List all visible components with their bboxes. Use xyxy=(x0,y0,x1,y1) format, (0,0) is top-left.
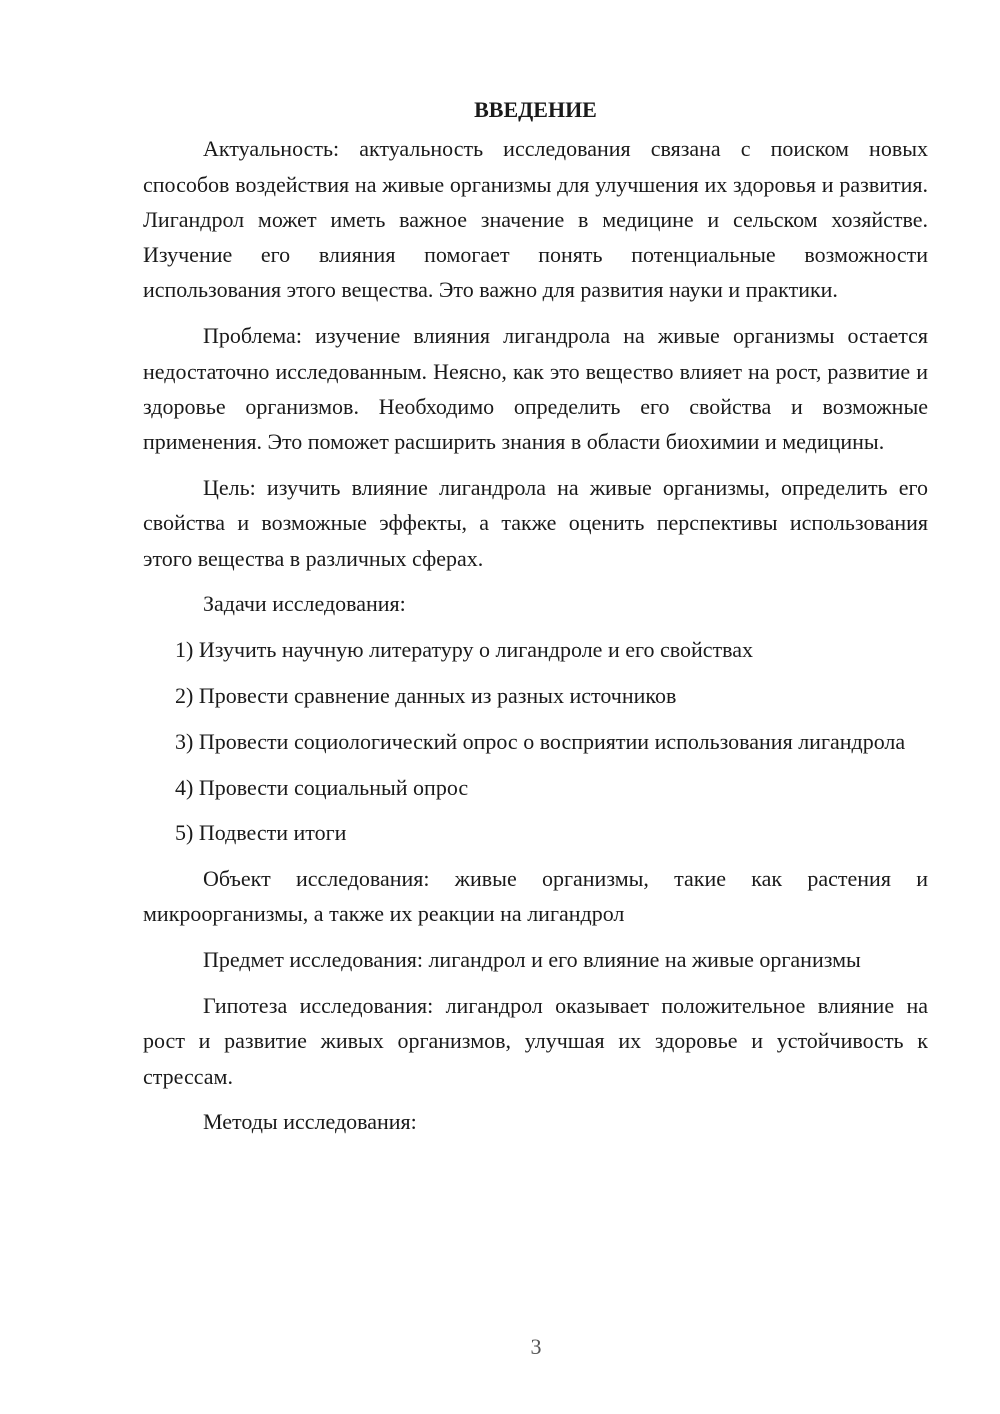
document-page xyxy=(143,92,928,1150)
task-item-2: 2) Провести сравнение данных из разных источников xyxy=(175,682,677,708)
task-item-1: 1) Изучить научную литературу о лигандроле и его свойствах xyxy=(175,637,753,663)
methods-heading: Методы исследования: xyxy=(203,1109,417,1135)
section-title: ВВЕДЕНИЕ xyxy=(474,97,597,122)
subject-paragraph: Предмет исследования: лигандрол и его влияние на живые организмы xyxy=(203,947,861,973)
object-paragraph: Объект исследования: живые организмы, такие как растения и микроорганизмы, а также их реакции на лигандрол xyxy=(143,866,928,927)
goal-paragraph: Цель: изучить влияние лигандрола на живые организмы, определить его свойства и возможные эффекты, а также оценить перспективы использования этого вещества в различных сферах. xyxy=(143,474,928,571)
task-item-5: 5) Подвести итоги xyxy=(175,820,347,846)
problem-paragraph: Проблема: изучение влияния лигандрола на живые организмы остается недостаточно исследованным. Неясно, как это вещество влияет на рост, развитие и здоровье организмов. Необходимо определить его свойства и возможные применения. Это поможет расширить знания в области биохимии и медицины. xyxy=(143,323,928,455)
hypothesis-paragraph: Гипотеза исследования: лигандрол оказывает положительное влияние на рост и развитие живых организмов, улучшая их здоровье и устойчивость к стрессам. xyxy=(143,993,928,1089)
relevance-paragraph: Актуальность: актуальность исследования связана с поиском новых способов воздействия на живые организмы для улучшения их здоровья и развития. Лигандрол может иметь важное значение в медицине и сельском хозяйстве. Изучение его влияния помогает понять потенциальные возможности использования этого вещества. Это важно для развития науки и практики. xyxy=(143,136,928,303)
task-item-3: 3) Провести социологический опрос о восприятии использования лигандрола xyxy=(175,728,906,754)
task-item-4: 4) Провести социальный опрос xyxy=(175,774,469,800)
tasks-heading: Задачи исследования: xyxy=(203,591,406,617)
page-number: 3 xyxy=(530,1334,542,1359)
